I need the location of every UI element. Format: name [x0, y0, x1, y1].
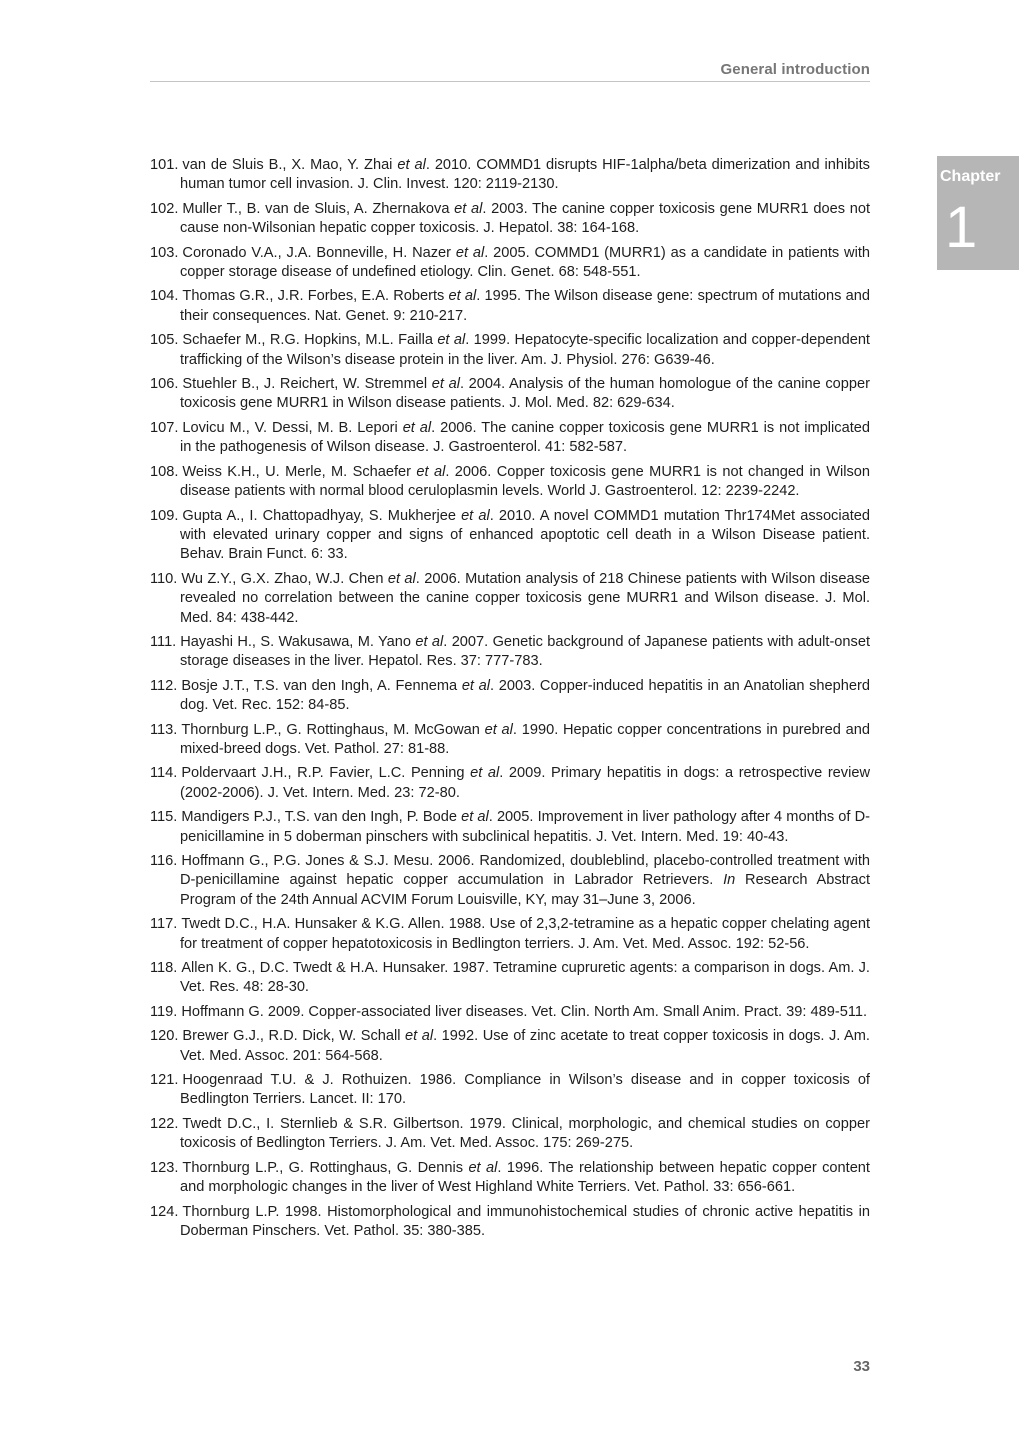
reference-item	[150, 287, 870, 326]
reference-number: 119.	[150, 1003, 178, 1020]
reference-text-tail: . 2003. Copper-induced hepatitis in an Anatolian shepherd dog. Vet. Rec. 152: 84-85.	[180, 677, 870, 714]
reference-item	[150, 1071, 870, 1110]
reference-text-tail: . 2007. Genetic background of Japanese patients with adult-onset storage diseases in the liver. Hepatol. Res. 37: 777-783.	[180, 633, 870, 670]
reference-item	[150, 1027, 870, 1066]
reference-text-tail: . 2009. Primary hepatitis in dogs: a retrospective review (2002-2006). J. Vet. Intern. Med. 23: 72-80.	[180, 765, 870, 801]
reference-text: Thomas G.R., J.R. Forbes, E.A. Roberts	[182, 288, 449, 305]
chapter-number: 1	[945, 195, 978, 260]
chapter-label: Chapter	[940, 168, 1001, 185]
reference-number: 107.	[150, 419, 179, 436]
reference-italic: et al	[415, 633, 444, 650]
reference-text-tail: . 2004. Analysis of the human homologue of the canine copper toxicosis gene MURR1 in Wilson disease patients. J. Mol. Med. 82: 629-634.	[180, 376, 870, 412]
reference-italic: In	[723, 872, 736, 889]
reference-italic: et al	[455, 244, 485, 261]
reference-item	[150, 633, 870, 672]
reference-text: Wu Z.Y., G.X. Zhao, W.J. Chen	[181, 570, 388, 587]
reference-text: Allen K. G., D.C. Twedt & H.A. Hunsaker. 1987. Tetramine cupruretic agents: a comparison in dogs. Am. J. Vet. Res. 48: 28-30.	[180, 960, 870, 996]
reference-italic: et al	[461, 677, 491, 694]
reference-number: 103.	[150, 244, 179, 261]
reference-item	[150, 331, 870, 370]
reference-italic: et al	[461, 507, 490, 524]
reference-number: 116.	[150, 853, 178, 869]
reference-item	[150, 808, 870, 847]
reference-italic: et al	[416, 463, 446, 480]
reference-text: Bosje J.T., T.S. van den Ingh, A. Fennema	[181, 677, 462, 694]
reference-text-tail: . 2006. Mutation analysis of 218 Chinese patients with Wilson disease revealed no correlation between the canine copper toxicosis gene MURR1 and Wilson disease. J. Mol. Med. 84: 438-442.	[180, 570, 870, 626]
reference-number: 118.	[150, 960, 178, 977]
reference-list	[150, 156, 870, 1246]
reference-italic: et al	[454, 200, 483, 217]
reference-text: Hoffmann G., P.G. Jones & S.J. Mesu. 2006. Randomized, doubleblind, placebo-controlled treatment with D-penicillamine against hepatic copper accumulation in Labrador Retrievers.	[180, 853, 870, 889]
reference-text: Twedt D.C., H.A. Hunsaker & K.G. Allen. 1988. Use of 2,3,2-tetramine as a hepatic copper chelating agent for treatment of copper hepatotoxicosis in Bedlington terriers. J. Am. Vet. Med. Assoc. 192: 52-56.	[180, 916, 870, 952]
reference-item	[150, 507, 870, 565]
reference-number: 114.	[150, 765, 178, 782]
reference-text: Mandigers P.J., T.S. van den Ingh, P. Bode	[181, 809, 462, 826]
reference-text: Thornburg L.P. 1998. Histomorphological and immunohistochemical studies of chronic active hepatitis in Doberman Pinschers. Vet. Pathol. 35: 380-385.	[180, 1203, 870, 1239]
reference-text-tail: . 2003. The canine copper toxicosis gene MURR1 does not cause non-Wilsonian hepatic copper toxicosis. J. Hepatol. 38: 164-168.	[180, 200, 870, 237]
reference-italic: et al	[397, 157, 426, 173]
reference-italic: et al	[405, 1028, 434, 1045]
reference-item	[150, 677, 870, 716]
reference-item	[150, 1159, 870, 1198]
reference-text-tail: . 2010. COMMD1 disrupts HIF-1alpha/beta dimerization and inhibits human tumor cell invasion. J. Clin. Invest. 120: 2119-2130.	[180, 157, 870, 193]
reference-number: 104.	[150, 288, 179, 305]
running-header: General introduction	[720, 61, 870, 78]
reference-text-tail: . 2010. A novel COMMD1 mutation Thr174Met associated with elevated urinary copper and signs of enhanced apoptotic cell death in a Wilson Disease patient. Behav. Brain Funct. 6: 33.	[180, 507, 870, 563]
reference-number: 105.	[150, 332, 179, 349]
reference-text-tail: . 2006. Copper toxicosis gene MURR1 is not changed in Wilson disease patients with normal blood ceruloplasmin levels. World J. Gastroenterol. 12: 2239-2242.	[180, 463, 870, 500]
reference-text-tail: . 2005. Improvement in liver pathology after 4 months of D-penicillamine in 5 doberman pinschers with subclinical hepatitis. J. Vet. Intern. Med. 19: 40-43.	[180, 809, 870, 845]
reference-text: Thornburg L.P., G. Rottinghaus, G. Dennis	[182, 1159, 469, 1176]
reference-text: Gupta A., I. Chattopadhyay, S. Mukherjee	[182, 507, 462, 524]
reference-item	[150, 959, 870, 998]
reference-text: Hoffmann G. 2009. Copper-associated liver diseases. Vet. Clin. North Am. Small Anim. Pract. 39: 489-511.	[181, 1003, 868, 1020]
reference-item	[150, 915, 870, 954]
reference-text-tail: . 1999. Hepatocyte-specific localization and copper-dependent trafficking of the Wilson’s disease protein in the liver. Am. J. Physiol. 276: G639-46.	[180, 332, 870, 368]
reference-item	[150, 570, 870, 628]
reference-item	[150, 764, 870, 803]
reference-item	[150, 200, 870, 239]
reference-item	[150, 156, 870, 195]
reference-number: 115.	[150, 809, 178, 826]
reference-text: Poldervaart J.H., R.P. Favier, L.C. Penning	[181, 765, 471, 782]
reference-item	[150, 721, 870, 760]
reference-italic: et al	[402, 419, 432, 436]
reference-item	[150, 1203, 870, 1242]
reference-item	[150, 1115, 870, 1154]
reference-italic: et al	[431, 376, 460, 393]
reference-italic: et al	[461, 809, 489, 826]
reference-italic: et al	[387, 570, 416, 587]
reference-text: Lovicu M., V. Dessi, M. B. Lepori	[182, 419, 403, 436]
reference-number: 111.	[150, 633, 177, 650]
reference-item	[150, 852, 870, 910]
reference-italic: et al	[468, 1159, 498, 1176]
reference-text: Twedt D.C., I. Sternlieb & S.R. Gilbertson. 1979. Clinical, morphologic, and chemical studies on copper toxicosis of Bedlington Terriers. J. Am. Vet. Med. Assoc. 175: 269-275.	[180, 1115, 870, 1152]
reference-item	[150, 375, 870, 414]
reference-number: 101.	[150, 157, 179, 173]
reference-text: Hoogenraad T.U. & J. Rothuizen. 1986. Compliance in Wilson’s disease and in copper toxicosis of Bedlington Terriers. Lancet. II: 170.	[180, 1072, 870, 1108]
reference-italic: et al	[484, 721, 513, 738]
chapter-tab	[937, 156, 1019, 270]
reference-number: 109.	[150, 507, 179, 524]
reference-number: 106.	[150, 376, 179, 393]
reference-italic: et al	[448, 288, 477, 305]
reference-number: 113.	[150, 721, 178, 738]
reference-number: 112.	[150, 677, 178, 694]
reference-text: Hayashi H., S. Wakusawa, M. Yano	[180, 633, 416, 650]
reference-text: Schaefer M., R.G. Hopkins, M.L. Failla	[182, 332, 438, 349]
reference-number: 117.	[150, 916, 178, 933]
reference-text-tail: . 1992. Use of zinc acetate to treat copper toxicosis in dogs. J. Am. Vet. Med. Assoc. 201: 564-568.	[180, 1028, 870, 1064]
reference-item	[150, 463, 870, 502]
reference-number: 110.	[150, 570, 178, 587]
header-divider	[150, 81, 870, 82]
reference-text-tail: . 2005. COMMD1 (MURR1) as a candidate in patients with copper storage disease of undefined etiology. Clin. Genet. 68: 548-551.	[180, 244, 870, 281]
reference-number: 108.	[150, 463, 179, 480]
reference-number: 121.	[150, 1072, 179, 1089]
reference-item	[150, 419, 870, 458]
reference-text-tail: Research Abstract Program of the 24th Annual ACVIM Forum Louisville, KY, may 31–June 3, 2006.	[180, 872, 870, 908]
reference-text-tail: . 1990. Hepatic copper concentrations in purebred and mixed-breed dogs. Vet. Pathol. 27: 81-88.	[180, 721, 870, 757]
reference-number: 124.	[150, 1203, 179, 1220]
reference-text-tail: . 1995. The Wilson disease gene: spectrum of mutations and their consequences. Nat. Genet. 9: 210-217.	[180, 288, 870, 324]
reference-italic: et al	[470, 765, 500, 782]
reference-text: Muller T., B. van de Sluis, A. Zhernakova	[182, 200, 455, 217]
reference-text: Stuehler B., J. Reichert, W. Stremmel	[182, 376, 432, 393]
reference-text-tail: . 1996. The relationship between hepatic copper content and morphologic changes in the liver of West Highland White Terriers. Vet. Pathol. 33: 656-661.	[180, 1159, 870, 1196]
page-number: 33	[853, 1358, 870, 1375]
reference-number: 122.	[150, 1115, 179, 1132]
reference-item	[150, 1003, 870, 1022]
reference-item	[150, 244, 870, 283]
reference-text: Thornburg L.P., G. Rottinghaus, M. McGowan	[181, 721, 485, 738]
reference-text: Brewer G.J., R.D. Dick, W. Schall	[182, 1028, 406, 1045]
reference-number: 123.	[150, 1159, 179, 1176]
reference-italic: et al	[437, 332, 466, 349]
reference-number: 102.	[150, 200, 179, 217]
reference-number: 120.	[150, 1028, 179, 1045]
reference-text-tail: . 2006. The canine copper toxicosis gene MURR1 is not implicated in the pathogenesis of Wilson disease. J. Gastroenterol. 41: 582-587.	[180, 419, 870, 456]
reference-text: Coronado V.A., J.A. Bonneville, H. Nazer	[182, 244, 456, 261]
reference-text: Weiss K.H., U. Merle, M. Schaefer	[182, 463, 417, 480]
reference-text: van de Sluis B., X. Mao, Y. Zhai	[182, 157, 398, 173]
